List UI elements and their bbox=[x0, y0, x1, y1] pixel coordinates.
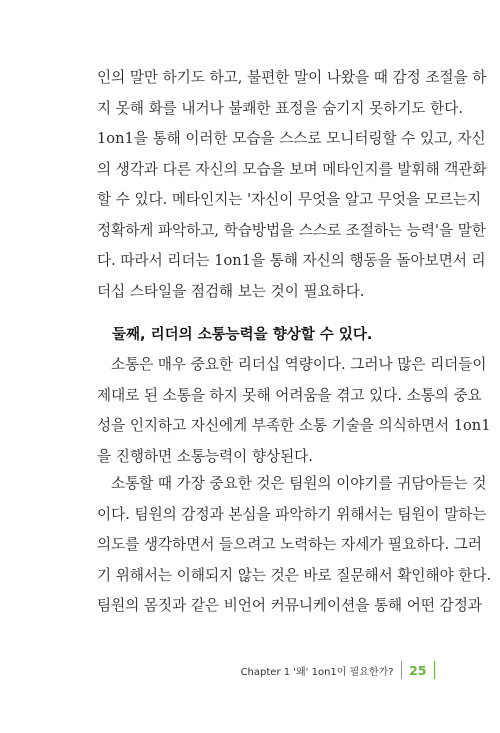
paragraph bbox=[97, 469, 492, 622]
text-line: 지 못해 화를 내거나 불쾌한 표정을 숨기지 못하기도 한다. bbox=[97, 99, 463, 117]
text-line: 제대로 된 소통을 하지 못해 어려움을 겪고 있다. 소통의 중요 bbox=[97, 386, 482, 404]
footer-divider bbox=[434, 661, 436, 679]
text-line: 기 위해서는 이해되지 않는 것은 바로 질문해서 확인해야 한다. bbox=[97, 566, 492, 584]
footer-divider bbox=[401, 661, 403, 679]
page-footer bbox=[241, 658, 442, 682]
text-line: 인의 말만 하기도 하고, 불편한 말이 나왔을 때 감정 조절을 하 bbox=[97, 69, 487, 86]
text-line: 다. 따라서 리더는 1on1을 통해 자신의 행동을 돌아보면서 리 bbox=[97, 252, 486, 269]
text-line: 정확하게 파악하고, 학습방법을 스스로 조절하는 능력'을 말한 bbox=[97, 221, 486, 239]
paragraph bbox=[97, 63, 487, 307]
text-line: 의 생각과 다른 자신의 모습을 보며 메타인지를 발휘해 객관화 bbox=[97, 160, 487, 178]
text-line: 성을 인지하고 자신에게 부족한 소통 기술을 의식하면서 1on1 bbox=[97, 417, 491, 434]
page-number: 25 bbox=[409, 662, 427, 678]
text-line: 소통은 매우 중요한 리더십 역량이다. 그러나 많은 리더들이 bbox=[111, 356, 487, 373]
text-line: 의도를 생각하면서 들으려고 노력하는 자세가 필요하다. 그러 bbox=[97, 536, 482, 553]
running-footer-chapter: Chapter 1 '왜' 1on1이 필요한가? bbox=[240, 666, 394, 678]
text-line: 할 수 있다. 메타인지는 '자신이 무엇을 알고 무엇을 모르는지 bbox=[97, 191, 482, 208]
section-heading: 둘째, 리더의 소통능력을 향상할 수 있다. bbox=[112, 327, 373, 343]
text-line: 이다. 팀원의 감정과 본심을 파악하기 위해서는 팀원이 말하는 bbox=[97, 505, 487, 523]
text-line: 소통할 때 가장 중요한 것은 팀원의 이야기를 귀담아듣는 것 bbox=[111, 475, 487, 492]
text-line: 1on1을 통해 이러한 모습을 스스로 모니터링할 수 있고, 자신 bbox=[97, 130, 486, 147]
paragraph bbox=[97, 350, 491, 472]
text-line: 더십 스타일을 점검해 보는 것이 필요하다. bbox=[97, 282, 365, 300]
text-line: 을 진행하면 소통능력이 향상된다. bbox=[97, 447, 313, 465]
text-line: 팀원의 몸짓과 같은 비언어 커뮤니케이션을 통해 어떤 감정과 bbox=[97, 597, 482, 614]
